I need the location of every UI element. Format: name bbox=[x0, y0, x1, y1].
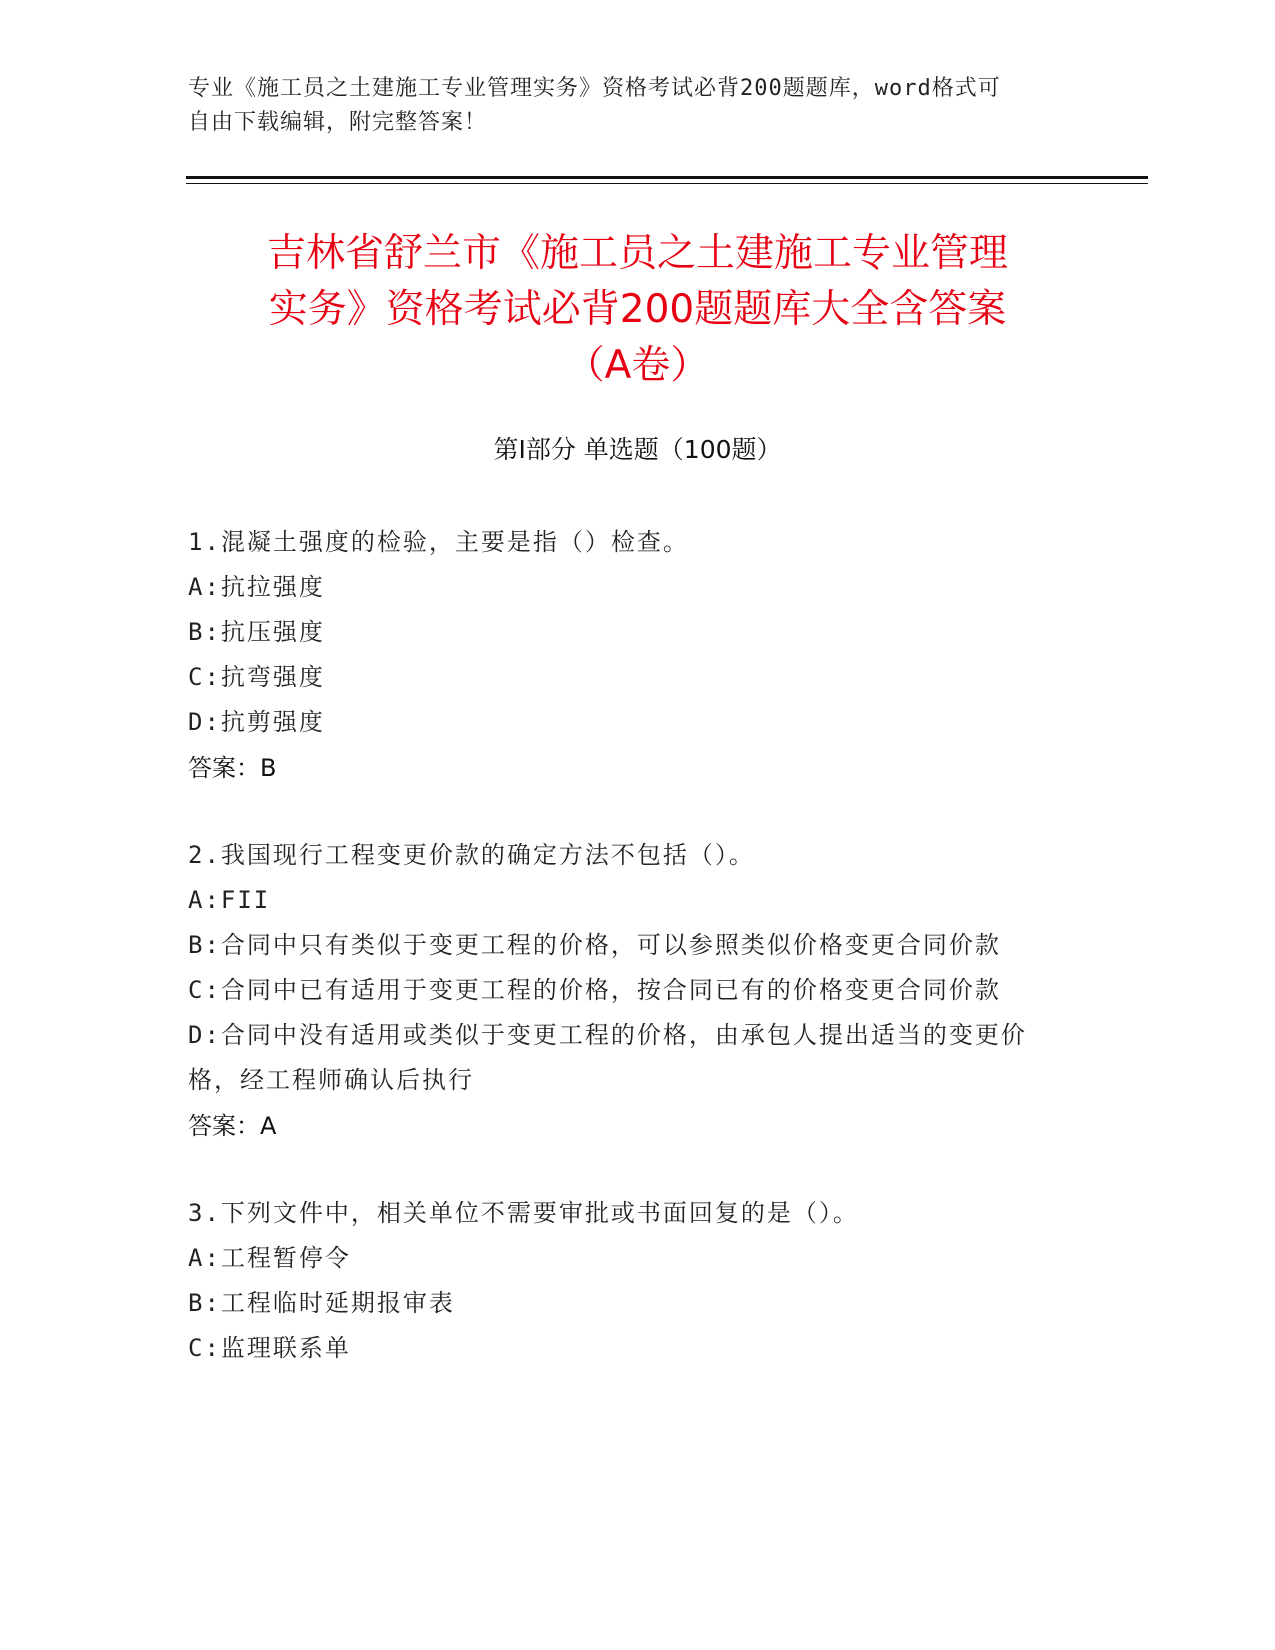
option-c: C:合同中已有适用于变更工程的价格，按合同已有的价格变更合同价款 bbox=[188, 976, 1001, 1004]
header-note bbox=[188, 72, 1088, 140]
question-3 bbox=[188, 1191, 1068, 1371]
document-title bbox=[186, 226, 1089, 394]
option-c: C:监理联系单 bbox=[188, 1334, 351, 1362]
header-note-line: 专业《施工员之土建施工专业管理实务》资格考试必背200题题库，word格式可 bbox=[188, 76, 1001, 101]
option-a: A:抗拉强度 bbox=[188, 573, 325, 601]
document-title-line: 实务》资格考试必背200题题库大全含答案 bbox=[268, 287, 1007, 332]
question-stem: 1.混凝土强度的检验，主要是指（）检查。 bbox=[188, 528, 689, 556]
header-note-line: 自由下载编辑，附完整答案！ bbox=[188, 110, 488, 135]
section-title: 第Ⅰ部分 单选题（100题） bbox=[493, 435, 782, 464]
answer: 答案：A bbox=[188, 1112, 277, 1140]
question-1 bbox=[188, 520, 1068, 791]
option-a: A:工程暂停令 bbox=[188, 1244, 351, 1272]
option-d: D:抗剪强度 bbox=[188, 708, 325, 736]
question-stem: 3.下列文件中，相关单位不需要审批或书面回复的是（）。 bbox=[188, 1199, 859, 1227]
option-b: B:合同中只有类似于变更工程的价格，可以参照类似价格变更合同价款 bbox=[188, 931, 1001, 959]
option-a: A:FII bbox=[188, 886, 271, 914]
option-c: C:抗弯强度 bbox=[188, 663, 325, 691]
option-d: D:合同中没有适用或类似于变更工程的价格，由承包人提出适当的变更价格，经工程师确认后执行 bbox=[188, 1021, 1027, 1094]
document-title-line: （A卷） bbox=[565, 343, 710, 388]
answer: 答案：B bbox=[188, 754, 277, 782]
header-rule-thin bbox=[186, 183, 1148, 184]
option-b: B:抗压强度 bbox=[188, 618, 325, 646]
document-title-line: 吉林省舒兰市《施工员之土建施工专业管理 bbox=[266, 231, 1008, 276]
header-rule-thick bbox=[186, 176, 1148, 179]
question-list bbox=[188, 520, 1068, 1413]
question-2 bbox=[188, 833, 1068, 1149]
question-stem: 2.我国现行工程变更价款的确定方法不包括（）。 bbox=[188, 841, 755, 869]
option-b: B:工程临时延期报审表 bbox=[188, 1289, 455, 1317]
